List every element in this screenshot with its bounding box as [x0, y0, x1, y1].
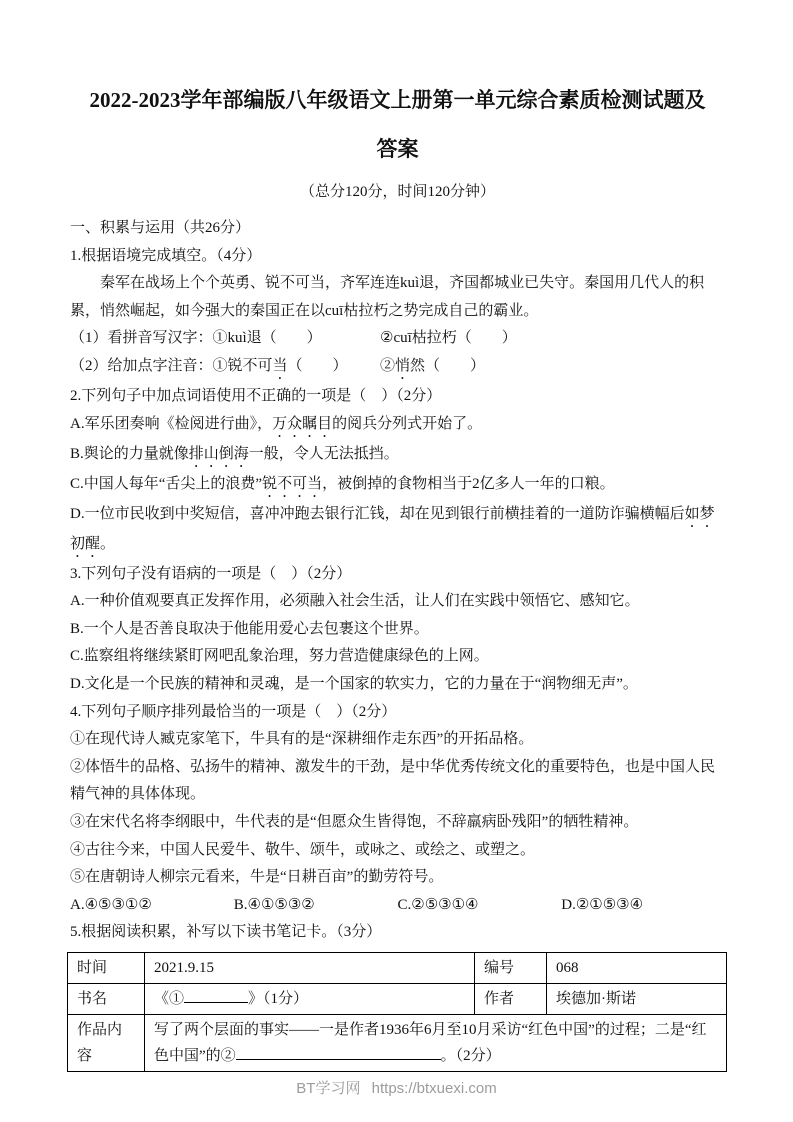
q2-option-c-post: ，被倒掉的食物相当于2亿多人一年的口粮。: [322, 475, 615, 492]
q2-option-d-post: 。: [100, 535, 116, 552]
q4-sentence-4: ④古往今来，中国人民爱牛、敬牛、颂牛，或咏之、或绘之、或塑之。: [70, 841, 536, 858]
q1-sub2-right-dotted-char: 悄: [395, 357, 411, 374]
q4-stem: 4.下列句子顺序排列最恰当的一项是（ ）（2分）: [70, 703, 397, 720]
q3-stem: 3.下列句子没有语病的一项是（ ）（2分）: [70, 565, 352, 582]
q1-sub2-right-pre: ②: [380, 357, 396, 374]
q2-option-b-post: 一般，令人无法抵挡。: [248, 445, 399, 462]
q1-sub2-left: [70, 353, 380, 383]
paper-title: [70, 84, 725, 165]
q2-option-b-pre: B.舆论的力量就像: [70, 445, 189, 462]
q4-choice-a: A.④⑤③①②: [70, 896, 152, 913]
q1-sub2-right-post: 然（ ）: [410, 357, 486, 374]
q1-stem: 1.根据语境完成填空。（4分）: [70, 247, 262, 264]
q1-sub2-dotted-char: 当: [272, 357, 288, 374]
q2-option-a: [70, 411, 725, 441]
q4-choice-b: B.④①⑤③②: [233, 896, 315, 913]
q2-option-a-post: 的阅兵分列式开始了。: [332, 415, 483, 432]
q2-option-a-pre: A.军乐团奏响《检阅进行曲》，: [70, 415, 273, 432]
bookname-pre: 《①: [154, 990, 185, 1007]
q4-sentence-5: ⑤在唐朝诗人柳宗元看来，牛是“日耕百亩”的勤劳符号。: [70, 869, 444, 886]
q1-sub2-right: [380, 358, 485, 374]
table-row-3: [68, 1014, 727, 1071]
q2-option-d-dotted-word: 如梦初醒: [70, 505, 715, 552]
q2-option-a-dotted-word: 万众瞩目: [272, 415, 333, 432]
q2-option-d-pre: D.一位市民收到中奖短信，喜冲冲跑去银行汇钱，却在见到银行前横挂着的一道防诈骗横幅后: [70, 505, 685, 522]
q1-passage: 秦军在战场上个个英勇、锐不可当，齐军连连kuì退，齐国都城业已失守。秦国用几代人的积累，悄然崛起，如今强大的秦国正在以cuī枯拉朽之势完成自己的霸业。: [70, 275, 705, 319]
watermark-footer: [0, 1077, 793, 1098]
q1-sub1-left: （1）看拼音写汉字：①kuì退（ ）: [70, 330, 322, 347]
q3-option-c: C.监察组将继续紧盯网吧乱象治理，努力营造健康绿色的上网。: [70, 648, 489, 665]
cell-author-value: 埃德加·斯诺: [547, 983, 727, 1014]
q4-answer-choices: [70, 892, 725, 920]
q5-stem: 5.根据阅读积累，补写以下读书笔记卡。（3分）: [70, 924, 382, 941]
q2-option-c-pre: C.中国人每年“舌尖上的浪费”: [70, 475, 263, 492]
bookname-post: 》（1分）: [248, 990, 309, 1007]
paper-subtitle: （总分120分，时间120分钟）: [299, 184, 495, 200]
content-blank-line: [236, 1058, 441, 1060]
q4-sentence-3: ③在宋代名将李纲眼中，牛代表的是“但愿众生皆得饱，不辞羸病卧残阳”的牺牲精神。: [70, 813, 639, 830]
cell-number-label: 编号: [475, 952, 547, 983]
q1-sub2-left-post: （ ）: [287, 357, 348, 374]
q3-option-d: D.文化是一个民族的精神和灵魂，是一个国家的软实力，它的力量在于“润物细无声”。: [70, 675, 638, 692]
cell-time-value: 2021.9.15: [145, 952, 475, 983]
bookname-blank-line: [184, 1001, 248, 1003]
q1-sub2-left-pre: （2）给加点字注音：①锐不可: [70, 357, 273, 374]
q4-sentence-1: ①在现代诗人臧克家笔下，牛具有的是“深耕细作走东西”的开拓品格。: [70, 731, 534, 748]
q2-stem: 2.下列句子中加点词语使用不正确的一项是（ ）（2分）: [70, 387, 442, 404]
site-name: BT学习网: [296, 1080, 361, 1097]
content-post: 。（2分）: [440, 1047, 501, 1064]
q1-sub1: [70, 325, 725, 353]
q4-choice-c: C.②⑤③①④: [397, 896, 479, 913]
cell-content-value: [145, 1014, 727, 1071]
section-heading: 一、积累与运用（共26分）: [70, 220, 251, 236]
q4-sentence-2: ②体悟牛的品格、弘扬牛的精神、激发牛的干劲，是中华优秀传统文化的重要特色，也是中国人民精气神的具体体现。: [70, 758, 716, 803]
q2-option-c-dotted-word: 锐不可当: [262, 475, 323, 492]
q1-sub2: [70, 353, 725, 383]
table-row-1: [68, 952, 727, 983]
cell-content-label: 作品内容: [68, 1014, 145, 1071]
cell-bookname-label: 书名: [68, 983, 145, 1014]
reading-note-card-table: [67, 952, 727, 1072]
q2-option-d: [70, 501, 725, 561]
cell-author-label: 作者: [475, 983, 547, 1014]
q2-option-b: [70, 441, 725, 471]
cell-time-label: 时间: [68, 952, 145, 983]
paper-body: [70, 215, 725, 1072]
content-pre: 写了两个层面的事实——一是作者1936年6月至10月采访“红色中国”的过程；二是“红色中国”的②: [154, 1021, 707, 1064]
q2-option-c: [70, 471, 725, 501]
q3-option-a: A.一种价值观要真正发挥作用，必须融入社会生活，让人们在实践中领悟它、感知它。: [70, 593, 640, 610]
paper-title-line1: 2022-2023学年部编版八年级语文上册第一单元综合素质检测试题及: [89, 88, 706, 112]
site-url[interactable]: https://btxuexi.com: [371, 1080, 497, 1097]
q3-option-b: B.一个人是否善良取决于他能用爱心去包裹这个世界。: [70, 620, 429, 637]
table-row-2: [68, 983, 727, 1014]
paper-title-line2: 答案: [376, 137, 419, 161]
cell-bookname-value: [145, 983, 475, 1014]
q4-choice-d: D.②①⑤③④: [561, 896, 644, 913]
q2-option-b-dotted-word: 排山倒海: [188, 445, 249, 462]
cell-number-value: 068: [547, 952, 727, 983]
q1-sub1-right: ②cuī枯拉朽（ ）: [380, 330, 517, 347]
